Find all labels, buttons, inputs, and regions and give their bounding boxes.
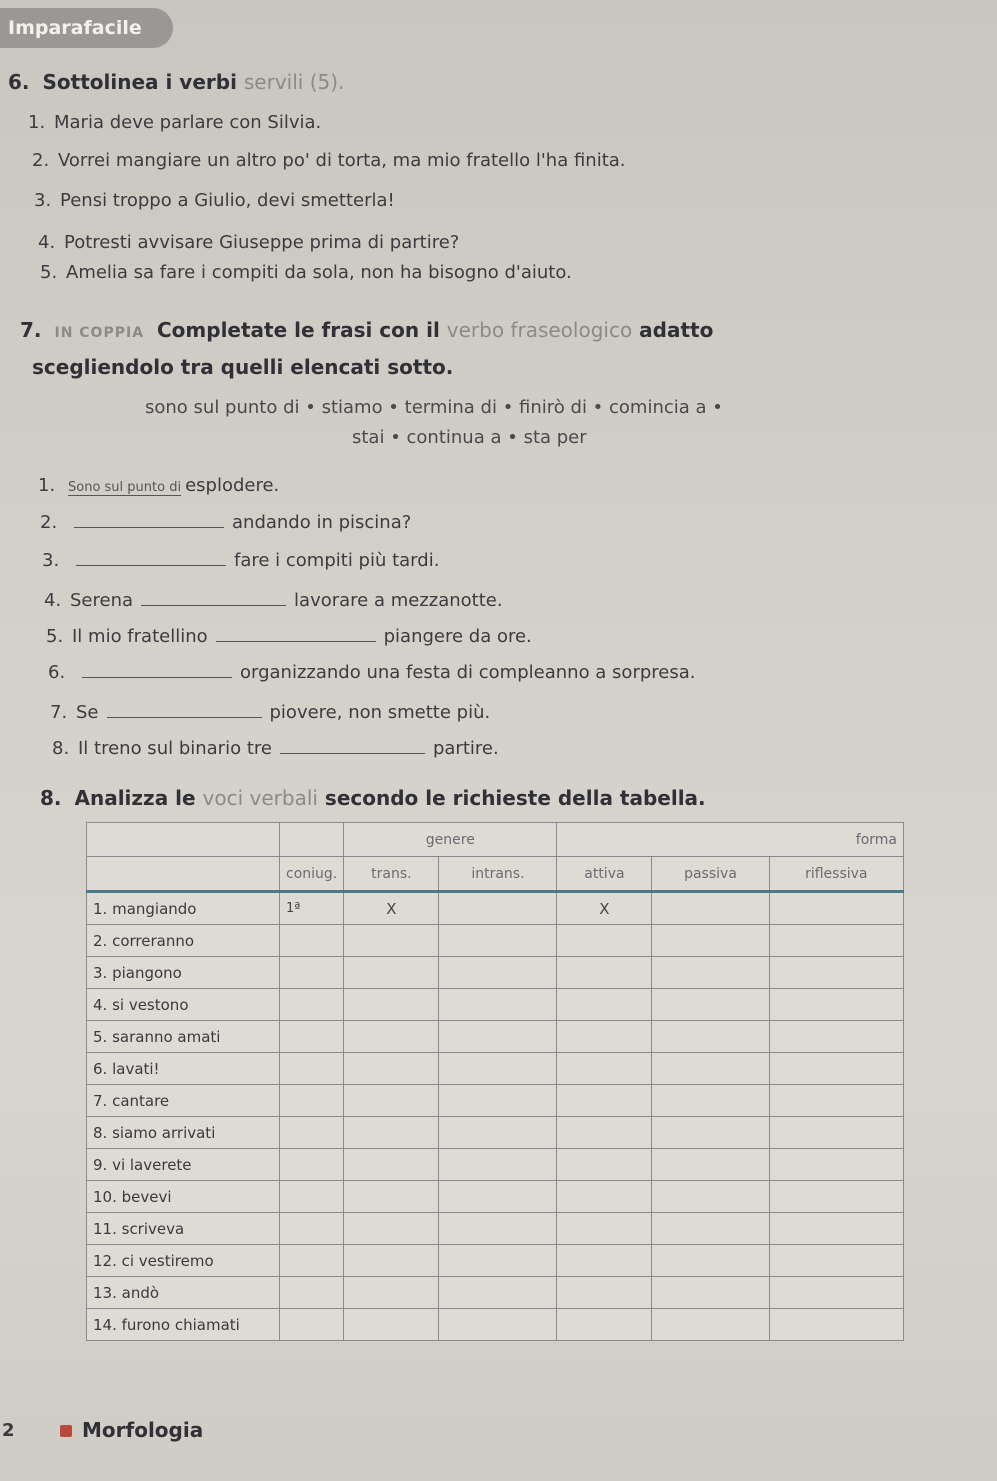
cell-trans[interactable] — [344, 1213, 439, 1245]
item-prefix: Il treno sul binario tre — [78, 738, 272, 759]
exercise-number: 8. — [40, 786, 62, 810]
answer-blank[interactable] — [216, 627, 376, 642]
filled-answer: Sono sul punto di — [68, 480, 182, 495]
item-text: Vorrei mangiare un altro po' di torta, ma mio fratello l'ha finita. — [58, 150, 626, 171]
answer-blank[interactable] — [280, 739, 425, 754]
cell-intrans[interactable] — [439, 1021, 557, 1053]
cell-riflessiva[interactable] — [769, 1213, 903, 1245]
cell-riflessiva[interactable] — [769, 892, 903, 925]
item-number: 5. — [40, 262, 58, 283]
exercise-6-item — [34, 190, 395, 211]
cell-intrans[interactable] — [439, 892, 557, 925]
item-suffix: piangere da ore. — [383, 626, 532, 647]
exercise-6-item — [38, 232, 459, 253]
cell-trans[interactable] — [344, 1309, 439, 1341]
verb-label: 1. mangiando — [87, 892, 280, 925]
answer-blank[interactable] — [82, 663, 232, 678]
cell-attiva[interactable] — [557, 1085, 652, 1117]
cell-intrans[interactable] — [439, 957, 557, 989]
item-suffix: esplodere. — [185, 475, 280, 496]
table-row — [87, 925, 904, 957]
cell-riflessiva[interactable] — [769, 1309, 903, 1341]
cell-riflessiva[interactable] — [769, 1245, 903, 1277]
answer-blank[interactable] — [141, 591, 286, 606]
exercise-6-item — [40, 262, 572, 283]
item-number: 7. — [50, 702, 68, 723]
exercise-7-item — [40, 512, 411, 533]
table-row — [87, 1053, 904, 1085]
title-text: Completate le frasi con il — [157, 318, 447, 342]
cell-intrans[interactable] — [439, 1053, 557, 1085]
item-number: 4. — [44, 590, 62, 611]
exercise-7-item — [48, 662, 695, 683]
answer-blank[interactable] — [74, 513, 224, 528]
cell-intrans[interactable] — [439, 1245, 557, 1277]
verb-label: 4. si vestono — [87, 989, 280, 1021]
cell-attiva[interactable] — [557, 1277, 652, 1309]
cell-attiva[interactable] — [557, 1213, 652, 1245]
cell-attiva[interactable] — [557, 925, 652, 957]
cell-trans[interactable] — [344, 1117, 439, 1149]
cell-intrans[interactable] — [439, 1149, 557, 1181]
item-text: Potresti avvisare Giuseppe prima di partire? — [64, 232, 460, 253]
item-suffix: lavorare a mezzanotte. — [294, 590, 503, 611]
cell-coniug[interactable] — [280, 1309, 344, 1341]
title-highlight: voci verbali — [202, 786, 318, 810]
cell-trans[interactable] — [344, 1245, 439, 1277]
item-prefix: Il mio fratellino — [72, 626, 208, 647]
cell-attiva[interactable] — [557, 1245, 652, 1277]
item-number: 8. — [52, 738, 70, 759]
cell-trans[interactable] — [344, 1053, 439, 1085]
item-prefix: Se — [76, 702, 99, 723]
table-row — [87, 1277, 904, 1309]
cell-attiva[interactable] — [557, 1309, 652, 1341]
cell-passiva[interactable] — [652, 1245, 769, 1277]
section-label: Morfologia — [82, 1418, 204, 1442]
title-text: Analizza le — [74, 786, 203, 810]
cell-passiva[interactable] — [652, 1309, 769, 1341]
exercise-7-title-line2: scegliendolo tra quelli elencati sotto. — [32, 355, 454, 379]
cell-riflessiva[interactable] — [769, 1181, 903, 1213]
section-marker-icon — [60, 1425, 72, 1437]
cell-intrans[interactable] — [439, 1277, 557, 1309]
cell-attiva[interactable] — [557, 957, 652, 989]
cell-intrans[interactable] — [439, 989, 557, 1021]
cell-passiva[interactable] — [652, 1021, 769, 1053]
cell-riflessiva[interactable] — [769, 1277, 903, 1309]
cell-coniug[interactable] — [280, 1245, 344, 1277]
exercise-6-title — [8, 70, 344, 94]
title-highlight: verbo fraseologico — [446, 318, 633, 342]
verb-label: 6. lavati! — [87, 1053, 280, 1085]
exercise-7-item — [50, 702, 490, 723]
publisher-logo: Imparafacile — [0, 8, 173, 48]
cell-riflessiva[interactable] — [769, 1085, 903, 1117]
exercise-6-item — [32, 150, 626, 171]
cell-passiva[interactable] — [652, 1085, 769, 1117]
cell-coniug[interactable] — [280, 1053, 344, 1085]
title-text-end: adatto — [632, 318, 714, 342]
cell-riflessiva[interactable] — [769, 1053, 903, 1085]
cell-passiva[interactable] — [652, 1149, 769, 1181]
cell-intrans[interactable] — [439, 925, 557, 957]
verb-label: 2. correranno — [87, 925, 280, 957]
verb-label: 10. bevevi — [87, 1181, 280, 1213]
exercise-number: 6. — [8, 70, 30, 94]
cell-coniug[interactable] — [280, 925, 344, 957]
item-suffix: piovere, non smette più. — [269, 702, 491, 723]
table-row — [87, 1213, 904, 1245]
word-bank-line-2: stai • continua a • sta per — [352, 427, 587, 448]
cell-trans[interactable] — [344, 1085, 439, 1117]
item-number: 3. — [42, 550, 60, 571]
item-number: 2. — [32, 150, 50, 171]
verb-label: 8. siamo arrivati — [87, 1117, 280, 1149]
item-number: 6. — [48, 662, 66, 683]
cell-intrans[interactable] — [439, 1213, 557, 1245]
cell-trans[interactable] — [344, 1021, 439, 1053]
item-number: 4. — [38, 232, 56, 253]
col-intrans: intrans. — [439, 857, 557, 892]
answer-blank[interactable] — [107, 703, 262, 718]
cell-riflessiva[interactable] — [769, 925, 903, 957]
cell-trans[interactable] — [344, 1181, 439, 1213]
verb-label: 5. saranno amati — [87, 1021, 280, 1053]
table-row — [87, 1181, 904, 1213]
pair-work-tag: IN COPPIA — [54, 325, 145, 341]
cell-trans[interactable] — [344, 1149, 439, 1181]
cell-intrans[interactable] — [439, 1117, 557, 1149]
verb-analysis-table — [86, 822, 904, 1341]
cell-coniug[interactable] — [280, 989, 344, 1021]
item-number: 3. — [34, 190, 52, 211]
empty-header — [87, 857, 280, 892]
item-prefix: Serena — [70, 590, 134, 611]
table-row — [87, 1117, 904, 1149]
cell-intrans[interactable] — [439, 1309, 557, 1341]
empty-header — [87, 823, 280, 857]
verb-label: 13. andò — [87, 1277, 280, 1309]
cell-passiva[interactable] — [652, 1181, 769, 1213]
cell-coniug[interactable] — [280, 1085, 344, 1117]
title-text-end: secondo le richieste della tabella. — [317, 786, 706, 810]
item-suffix: partire. — [432, 738, 499, 759]
cell-passiva[interactable] — [652, 925, 769, 957]
verb-label: 9. vi laverete — [87, 1149, 280, 1181]
cell-attiva[interactable] — [557, 1181, 652, 1213]
exercise-6-item — [28, 112, 321, 133]
group-genere: genere — [344, 823, 557, 857]
cell-passiva[interactable] — [652, 892, 769, 925]
cell-riflessiva[interactable] — [769, 1021, 903, 1053]
item-suffix: fare i compiti più tardi. — [234, 550, 440, 571]
cell-coniug[interactable] — [280, 1021, 344, 1053]
item-number: 2. — [40, 512, 58, 533]
item-suffix: organizzando una festa di compleanno a sorpresa. — [240, 662, 696, 683]
cell-attiva[interactable] — [557, 1021, 652, 1053]
cell-trans[interactable] — [344, 989, 439, 1021]
empty-header — [280, 823, 344, 857]
table-row — [87, 1021, 904, 1053]
col-trans: trans. — [344, 857, 439, 892]
cell-passiva[interactable] — [652, 989, 769, 1021]
table-row — [87, 892, 904, 925]
item-number: 1. — [38, 475, 56, 496]
cell-riflessiva[interactable] — [769, 989, 903, 1021]
cell-riflessiva[interactable] — [769, 1149, 903, 1181]
verb-label: 3. piangono — [87, 957, 280, 989]
table-row — [87, 989, 904, 1021]
exercise-7-item — [46, 626, 532, 647]
table-row — [87, 1149, 904, 1181]
exercise-7-item — [52, 738, 499, 759]
cell-coniug[interactable]: 1ª — [280, 892, 344, 925]
verb-label: 11. scriveva — [87, 1213, 280, 1245]
title-text: Sottolinea i verbi — [42, 70, 244, 94]
verb-label: 7. cantare — [87, 1085, 280, 1117]
cell-coniug[interactable] — [280, 1213, 344, 1245]
title-highlight: servili (5). — [243, 70, 345, 94]
item-number: 5. — [46, 626, 64, 647]
item-text: Amelia sa fare i compiti da sola, non ha bisogno d'aiuto. — [66, 262, 572, 283]
cell-passiva[interactable] — [652, 1277, 769, 1309]
cell-attiva[interactable] — [557, 1149, 652, 1181]
cell-coniug[interactable] — [280, 1149, 344, 1181]
cell-trans[interactable] — [344, 957, 439, 989]
group-forma: forma — [557, 823, 904, 857]
verb-label: 12. ci vestiremo — [87, 1245, 280, 1277]
item-number: 1. — [28, 112, 46, 133]
exercise-7-item — [42, 550, 439, 571]
col-attiva: attiva — [557, 857, 652, 892]
answer-blank[interactable] — [76, 551, 226, 566]
cell-passiva[interactable] — [652, 957, 769, 989]
table-row — [87, 1085, 904, 1117]
word-bank-line-1: sono sul punto di • stiamo • termina di • finirò di • comincia a • — [145, 397, 723, 418]
exercise-7-item — [44, 590, 503, 611]
exercise-7-title — [20, 318, 713, 342]
cell-attiva[interactable] — [557, 1053, 652, 1085]
table-row — [87, 1245, 904, 1277]
cell-coniug[interactable] — [280, 957, 344, 989]
cell-attiva[interactable] — [557, 989, 652, 1021]
col-riflessiva: riflessiva — [769, 857, 903, 892]
cell-intrans[interactable] — [439, 1181, 557, 1213]
exercise-number: 7. — [20, 318, 42, 342]
exercise-8-title — [40, 786, 706, 810]
page-number: 2 — [2, 1420, 15, 1441]
cell-passiva[interactable] — [652, 1117, 769, 1149]
cell-trans[interactable]: X — [344, 892, 439, 925]
cell-passiva[interactable] — [652, 1213, 769, 1245]
cell-trans[interactable] — [344, 1277, 439, 1309]
item-text: Maria deve parlare con Silvia. — [54, 112, 322, 133]
item-text: Pensi troppo a Giulio, devi smetterla! — [60, 190, 395, 211]
cell-trans[interactable] — [344, 925, 439, 957]
table-row — [87, 957, 904, 989]
col-coniug: coniug. — [280, 857, 344, 892]
verb-label: 14. furono chiamati — [87, 1309, 280, 1341]
cell-coniug[interactable] — [280, 1181, 344, 1213]
section-footer — [60, 1418, 203, 1442]
col-passiva: passiva — [652, 857, 769, 892]
item-suffix: andando in piscina? — [232, 512, 412, 533]
table-row — [87, 1309, 904, 1341]
cell-intrans[interactable] — [439, 1085, 557, 1117]
cell-attiva[interactable] — [557, 1117, 652, 1149]
cell-riflessiva[interactable] — [769, 1117, 903, 1149]
cell-riflessiva[interactable] — [769, 957, 903, 989]
cell-attiva[interactable]: X — [557, 892, 652, 925]
exercise-7-item — [38, 475, 279, 496]
cell-passiva[interactable] — [652, 1053, 769, 1085]
cell-coniug[interactable] — [280, 1277, 344, 1309]
cell-coniug[interactable] — [280, 1117, 344, 1149]
